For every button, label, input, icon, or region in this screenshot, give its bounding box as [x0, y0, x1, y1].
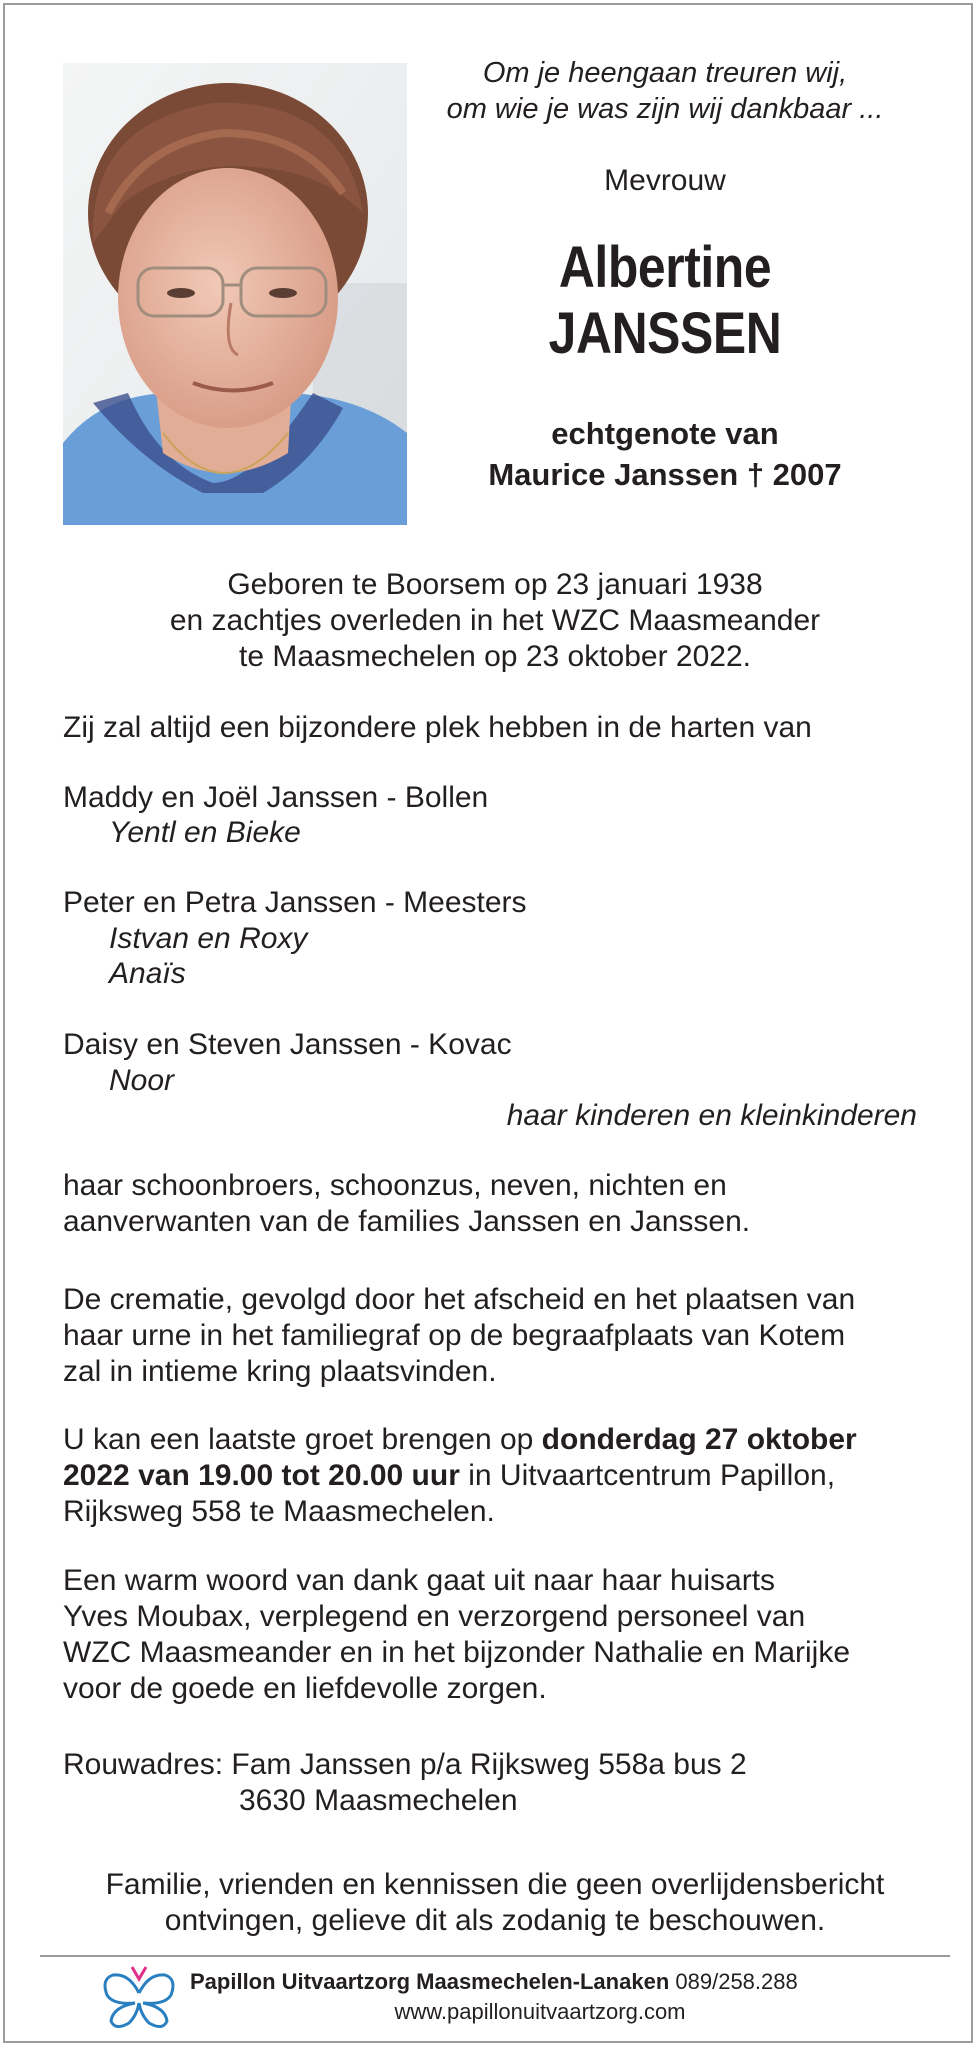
first-name: Albertine: [558, 235, 772, 300]
salutation: Mevrouw: [604, 164, 726, 197]
funeral-company: [190, 1969, 798, 1995]
family-name: Peter en Petra Janssen - Meesters: [63, 886, 527, 919]
portrait-photo: [63, 63, 407, 525]
notice: [45, 1867, 945, 1939]
spouse-line-1: echtgenote van: [551, 416, 779, 451]
company-website[interactable]: www.papillonuitvaartzorg.com: [394, 1999, 686, 2024]
extended-family-line-1: haar schoonbroers, schoonzus, neven, nichten en: [63, 1169, 727, 1202]
last-name: JANSSEN: [548, 301, 782, 366]
farewell-venue: in Uitvaartcentrum Papillon,: [459, 1459, 836, 1492]
farewell-line-2: [63, 1458, 835, 1494]
company-phone: 089/258.288: [675, 1969, 798, 1994]
mourning-address-line-1: Rouwadres: Fam Janssen p/a Rijksweg 558a bus 2: [63, 1748, 747, 1781]
quote-line-2: om wie je was zijn wij dankbaar ...: [446, 93, 884, 125]
thanks-line-4: voor de goede en liefdevolle zorgen.: [63, 1672, 547, 1705]
notice-line-1: Familie, vrienden en kennissen die geen overlijdensbericht: [105, 1868, 885, 1901]
obituary-card: [3, 3, 973, 2043]
thanks-line-1: Een warm woord van dank gaat uit naar haar huisarts: [63, 1564, 776, 1597]
farewell-address: Rijksweg 558 te Maasmechelen.: [63, 1495, 495, 1528]
notice-line-2: ontvingen, gelieve dit als zodanig te beschouwen.: [164, 1904, 826, 1937]
extended-family-line-2: aanverwanten van de families Janssen en Janssen.: [63, 1205, 751, 1238]
company-name: Papillon Uitvaartzorg Maasmechelen-Lanaken: [190, 1969, 670, 1994]
farewell-prefix: U kan een laatste groet brengen op: [63, 1423, 542, 1456]
relation-label: haar kinderen en kleinkinderen: [506, 1099, 917, 1132]
grandchildren-name: Anaïs: [109, 957, 186, 990]
cremation-line-3: zal in intieme kring plaatsvinden.: [63, 1355, 497, 1388]
birth-line: Geboren te Boorsem op 23 januari 1938: [227, 568, 763, 601]
family-name: Daisy en Steven Janssen - Kovac: [63, 1028, 512, 1061]
memorial-quote: [405, 55, 925, 127]
cremation-line-2: haar urne in het familiegraf op de begraafplaats van Kotem: [63, 1319, 846, 1352]
farewell-time: 2022 van 19.00 tot 20.00 uur: [63, 1459, 460, 1492]
footer-divider: [40, 1955, 950, 1957]
death-line: en zachtjes overleden in het WZC Maasmeander: [169, 604, 821, 637]
spouse-info: [405, 413, 925, 495]
farewell-date: donderdag 27 oktober: [541, 1423, 857, 1456]
deceased-name: [405, 235, 925, 367]
farewell-line-1: [63, 1422, 857, 1458]
butterfly-logo-icon: [99, 1963, 179, 2033]
portrait-image: [63, 63, 407, 525]
family-name: Maddy en Joël Janssen - Bollen: [63, 781, 489, 814]
family-intro: Zij zal altijd een bijzondere plek hebben in de harten van: [63, 711, 812, 744]
grandchildren-name: Yentl en Bieke: [109, 816, 301, 849]
thanks-line-2: Yves Moubax, verplegend en verzorgend personeel van: [63, 1600, 806, 1633]
thanks-line-3: WZC Maasmeander en in het bijzonder Nathalie en Marijke: [63, 1636, 851, 1669]
birth-death-details: [45, 567, 945, 675]
grandchildren-name: Noor: [109, 1064, 175, 1097]
quote-line-1: Om je heengaan treuren wij,: [482, 57, 848, 89]
death-place-line: te Maasmechelen op 23 oktober 2022.: [238, 640, 751, 673]
mourning-address-line-2: 3630 Maasmechelen: [239, 1784, 518, 1817]
grandchildren-name: Istvan en Roxy: [109, 922, 308, 955]
spouse-line-2: Maurice Janssen † 2007: [488, 457, 842, 492]
cremation-line-1: De crematie, gevolgd door het afscheid en het plaatsen van: [63, 1283, 856, 1316]
